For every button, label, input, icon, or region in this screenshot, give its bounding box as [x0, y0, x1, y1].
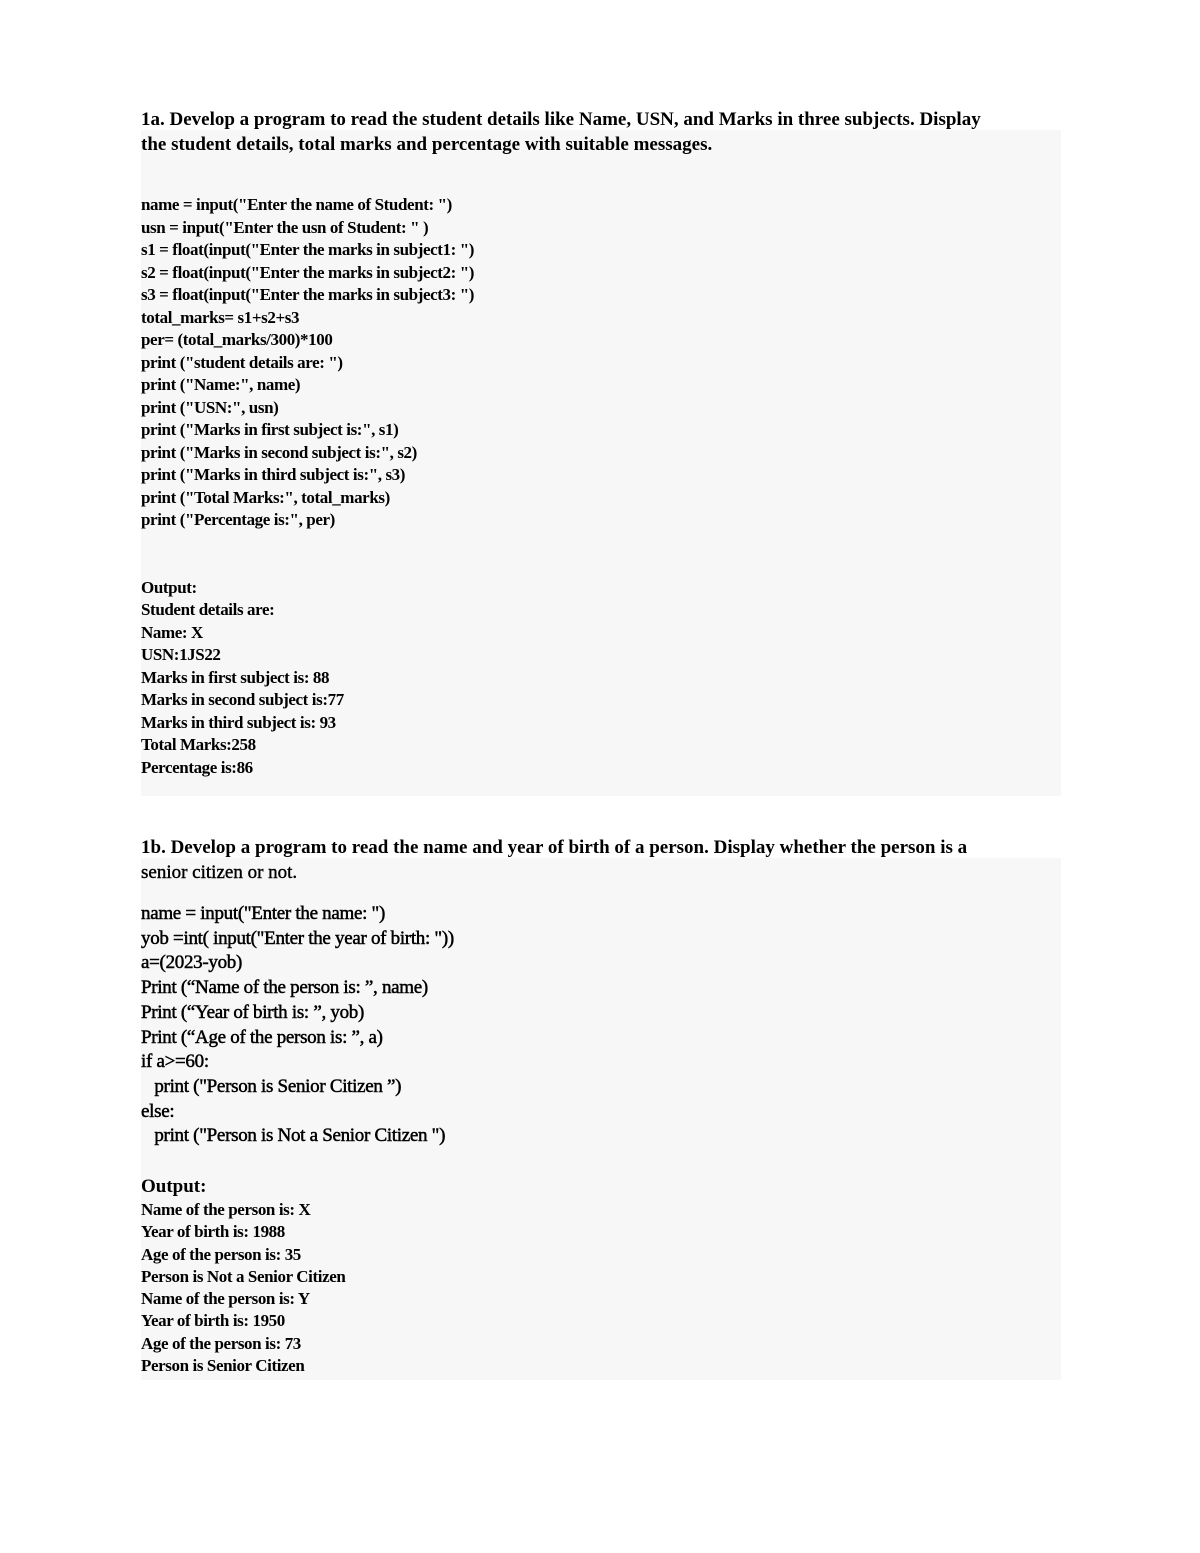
output-line: Name: X [141, 622, 203, 642]
code-line: print ("Person is Not a Senior Citizen ") [141, 1125, 446, 1147]
output-line: Age of the person is: 73 [141, 1333, 301, 1353]
code-line: name = input("Enter the name: ") [141, 903, 386, 924]
output-label: Output: [141, 1176, 207, 1197]
code-line: print ("Percentage is:", per) [141, 510, 335, 529]
code-line: Print (“Name of the person is: ”, name) [141, 977, 428, 999]
code-line: usn = input("Enter the usn of Student: " ) [141, 217, 429, 237]
code-line: print ("USN:", usn) [141, 397, 279, 417]
output-line: Student details are: [141, 600, 275, 619]
output-line: Year of birth is: 1988 [141, 1222, 285, 1242]
code-line: else: [141, 1100, 175, 1122]
code-line: print ("Person is Senior Citizen ”) [141, 1075, 402, 1097]
section-1b-output-label [141, 1175, 206, 1199]
heading-line: senior citizen or not. [141, 862, 298, 883]
section-1a-heading [141, 107, 1061, 157]
output-line: Name of the person is: X [141, 1200, 311, 1219]
section-1a-output [141, 599, 344, 779]
code-line: if a>=60: [141, 1051, 209, 1073]
section-1b-heading [141, 835, 1061, 885]
heading-line: the student details, total marks and percentage with suitable messages. [141, 134, 713, 155]
output-line: Name of the person is: Y [141, 1289, 310, 1309]
code-line: print ("Marks in third subject is:", s3) [141, 465, 406, 484]
heading-line: 1b. Develop a program to read the name and year of birth of a person. Display whether the person is a [141, 837, 968, 858]
code-line: print ("Total Marks:", total_marks) [141, 487, 390, 507]
code-line: print ("Marks in first subject is:", s1) [141, 420, 399, 439]
output-line: Marks in second subject is:77 [141, 690, 344, 709]
code-line: total_marks= s1+s2+s3 [141, 307, 300, 327]
section-1b-code [141, 902, 454, 1149]
code-line: s2 = float(input("Enter the marks in subject2: ") [141, 262, 475, 282]
code-line: yob =int( input("Enter the year of birth: ")) [141, 927, 454, 949]
code-line: s3 = float(input("Enter the marks in subject3: ") [141, 285, 475, 304]
heading-line: 1a. Develop a program to read the student details like Name, USN, and Marks in three subjects. Display [141, 109, 981, 130]
output-line: Percentage is:86 [141, 757, 253, 777]
code-line: print ("Name:", name) [141, 375, 301, 394]
code-line: name = input("Enter the name of Student: ") [141, 195, 452, 214]
output-line: Person is Not a Senior Citizen [141, 1266, 346, 1286]
output-line: Age of the person is: 35 [141, 1244, 301, 1264]
section-1a-code [141, 194, 474, 532]
code-line: print ("Marks in second subject is:", s2) [141, 442, 417, 462]
output-line: Year of birth is: 1950 [141, 1311, 285, 1331]
code-line: print ("student details are: ") [141, 352, 343, 372]
code-line: per= (total_marks/300)*100 [141, 330, 333, 349]
output-line: Total Marks:258 [141, 735, 256, 754]
code-line: a=(2023-yob) [141, 952, 243, 974]
output-line: Marks in third subject is: 93 [141, 712, 336, 732]
code-line: s1 = float(input("Enter the marks in subject1: ") [141, 240, 475, 259]
code-line: Print (“Age of the person is: ”, a) [141, 1026, 383, 1048]
output-label: Output: [141, 578, 197, 597]
output-line: Person is Senior Citizen [141, 1356, 305, 1376]
section-1a-output-label [141, 577, 197, 600]
output-line: Marks in first subject is: 88 [141, 667, 330, 687]
code-line: Print (“Year of birth is: ”, yob) [141, 1001, 364, 1023]
output-line: USN:1JS22 [141, 645, 221, 664]
section-1b-output [141, 1199, 345, 1377]
